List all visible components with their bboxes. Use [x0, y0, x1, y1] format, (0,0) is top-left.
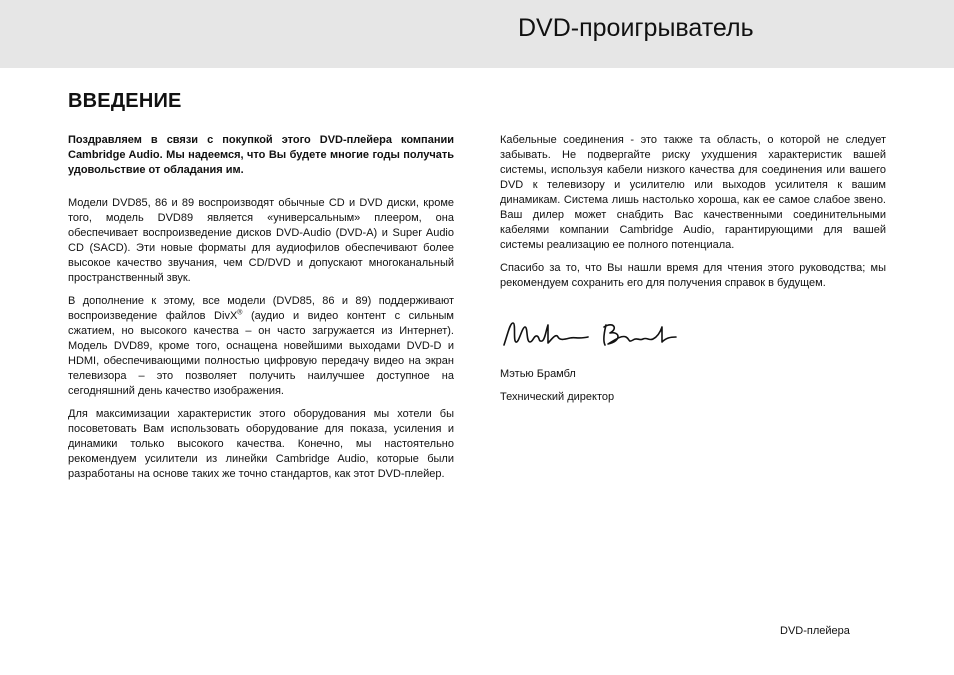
right-column	[500, 133, 886, 413]
paragraph-divx-start: В дополнение к этому, все модели (DVD85, 86 и 89) поддерживают воспроизведение файлов DivX	[68, 295, 454, 322]
intro-paragraph: Поздравляем в связи с покупкой этого DVD-плейера компании Cambridge Audio. Мы надеемся, что Вы будете многие годы получать удовольствие от обладания им.	[68, 134, 454, 176]
footer-label: DVD-плейера	[780, 625, 850, 637]
header-band	[0, 0, 954, 68]
signer-name: Мэтью Брамбл	[500, 368, 576, 380]
signature-image	[500, 315, 690, 355]
section-heading: ВВЕДЕНИЕ	[68, 90, 182, 112]
paragraph-thanks: Спасибо за то, что Вы нашли время для чтения этого руководства; мы рекомендуем сохранить его для получения справок в будущем.	[500, 262, 886, 289]
page-title: DVD-проигрыватель	[518, 14, 754, 42]
paragraph-divx	[68, 294, 454, 399]
paragraph-equipment: Для максимизации характеристик этого оборудования мы хотели бы посоветовать Вам использовать оборудование для показа, усиления и динамики только высокого качества. Конечно, мы настоятельно рекомендуем усилители из линейки Cambridge Audio, которые были разработаны на основе таких же точно стандартов, как этот DVD-плейер.	[68, 408, 454, 480]
paragraph-cables: Кабельные соединения - это также та область, о которой не следует забывать. Не подвергайте риску ухудшения характеристик вашей системы, используя кабели низкого качества для соединения или вашего DVD к телевизору и усилителю или выходов усилителя к вашим динамикам. Система лишь настолько хороша, как ее самое слабое звено. Ваш дилер может снабдить Вас качественными соединительными кабелями компании Cambridge Audio, гарантирующими для вашей системы реализацию ее полного потенциала.	[500, 134, 886, 251]
paragraph-divx-end: (аудио и видео контент с сильным сжатием, но высокого качества – он часто загружается из Интернет). Модель DVD89, кроме того, оснащена новейшими выходами DVD-D и HDMI, обеспечивающими полностью цифровую передачу видео на экран телевизора – это позволяет получить наилучшее доступное на сегодняшний день качество изображения.	[68, 310, 454, 397]
registered-mark: ®	[237, 309, 243, 317]
paragraph-formats: Модели DVD85, 86 и 89 воспроизводят обычные CD и DVD диски, кроме того, модель DVD89 является «универсальным» плеером, она обеспечивает воспроизведение дисков DVD-Audio (DVD-A) и Super Audio CD (SACD). Эти новые форматы для аудиофилов обеспечивают более высокое качество звучания, чем CD/DVD и допускают многоканальный пространственный звук.	[68, 197, 454, 284]
left-column	[68, 133, 454, 490]
signer-title: Технический директор	[500, 391, 615, 403]
